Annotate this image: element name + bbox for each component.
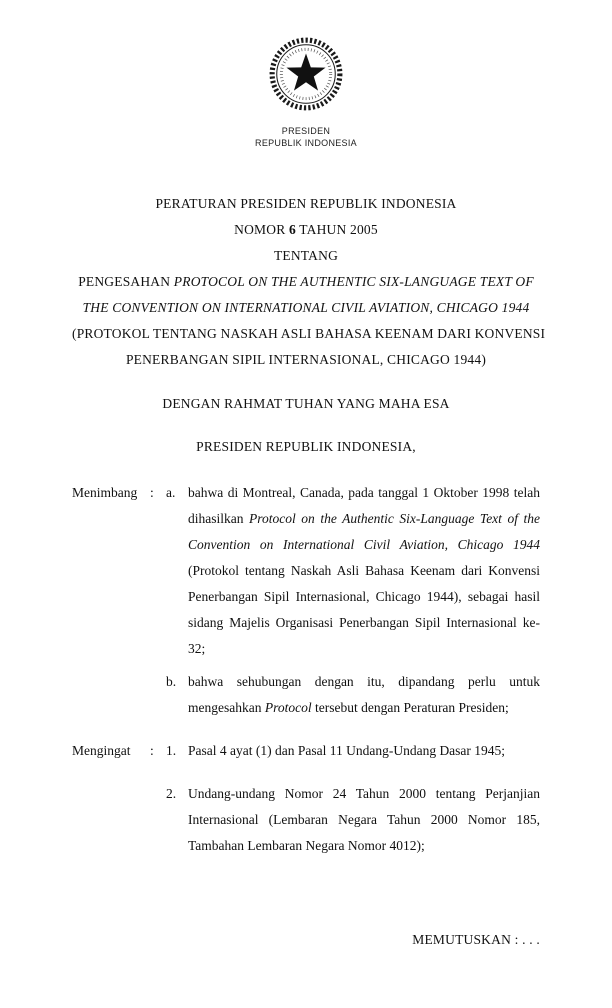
text-segment: tersebut dengan Peraturan Presiden; [311, 700, 509, 715]
text-segment: (Protokol tentang Naskah Asli Bahasa Keenam dari Konvensi Penerbangan Sipil Internasional, Chicago 1944), sebagai hasil sidang Majelis Organisasi Penerbangan Sipil Internasional ke-32; [188, 563, 540, 656]
nomor-value: 6 [289, 222, 296, 237]
subject-line-1 [72, 269, 540, 295]
protocol-name-italic: Protocol [264, 700, 312, 715]
item-text [188, 669, 540, 721]
regulation-number [72, 217, 540, 243]
document-body [72, 480, 540, 859]
legal-basis-item-1 [166, 738, 540, 764]
title-block [72, 191, 546, 460]
pengesahan-label: PENGESAHAN [78, 274, 174, 289]
tahun-label: TAHUN 2005 [295, 222, 378, 237]
text-segment: bahwa sehubungan dengan itu, dipandang perlu untuk mengesahkan [188, 674, 540, 715]
memutuskan-continuation: MEMUTUSKAN : . . . [412, 932, 540, 947]
item-marker: b. [166, 674, 177, 689]
item-text: Undang-undang Nomor 24 Tahun 2000 tentang Perjanjian Internasional (Lembaran Negara Tahun 2000 Nomor 185, Tambahan Lembaran Negara Nomor 4012); [188, 786, 540, 853]
letterhead [72, 35, 540, 149]
item-marker: 2. [166, 786, 177, 801]
text-segment: bahwa di Montreal, Canada, pada tanggal 1 Oktober 1998 telah dihasilkan [188, 485, 540, 526]
protocol-name-italic: Protocol on the Authentic Six-Language Text of the Convention on International Civil Aviation, Chicago 1944 [188, 511, 540, 552]
item-marker: a. [166, 485, 176, 500]
subject-line-2 [72, 295, 540, 321]
regulation-title: PERATURAN PRESIDEN REPUBLIK INDONESIA [155, 196, 457, 211]
considerations-label: Menimbang [72, 485, 138, 500]
considerations-section [72, 480, 540, 721]
consideration-item-b [166, 669, 540, 721]
item-text: Pasal 4 ayat (1) dan Pasal 11 Undang-Undang Dasar 1945; [188, 743, 506, 758]
legal-basis-label: Mengingat [72, 743, 131, 758]
nomor-label: NOMOR [234, 222, 289, 237]
subject-line-4: PENERBANGAN SIPIL INTERNASIONAL, CHICAGO 1944) [125, 352, 487, 367]
legal-basis-section [72, 738, 540, 859]
tentang-label: TENTANG [273, 248, 339, 263]
protocol-title-en-1: PROTOCOL ON THE AUTHENTIC SIX-LANGUAGE TEXT OF [173, 274, 534, 289]
subject-line-3: (PROTOKOL TENTANG NASKAH ASLI BAHASA KEENAM DARI KONVENSI [72, 326, 546, 341]
considerations-colon: : [150, 485, 154, 500]
letterhead-republik: REPUBLIK INDONESIA [255, 138, 357, 148]
invocation-line: DENGAN RAHMAT TUHAN YANG MAHA ESA [162, 396, 450, 411]
item-marker: 1. [166, 743, 177, 758]
legal-basis-colon: : [150, 743, 154, 758]
presidential-seal-icon [267, 35, 345, 118]
legal-basis-item-2 [166, 781, 540, 859]
item-text [188, 480, 540, 662]
letterhead-presiden: PRESIDEN [281, 126, 331, 136]
authority-line: PRESIDEN REPUBLIK INDONESIA, [196, 439, 416, 454]
protocol-title-en-2: THE CONVENTION ON INTERNATIONAL CIVIL AVIATION, CHICAGO 1944 [82, 300, 530, 315]
consideration-item-a [166, 480, 540, 662]
